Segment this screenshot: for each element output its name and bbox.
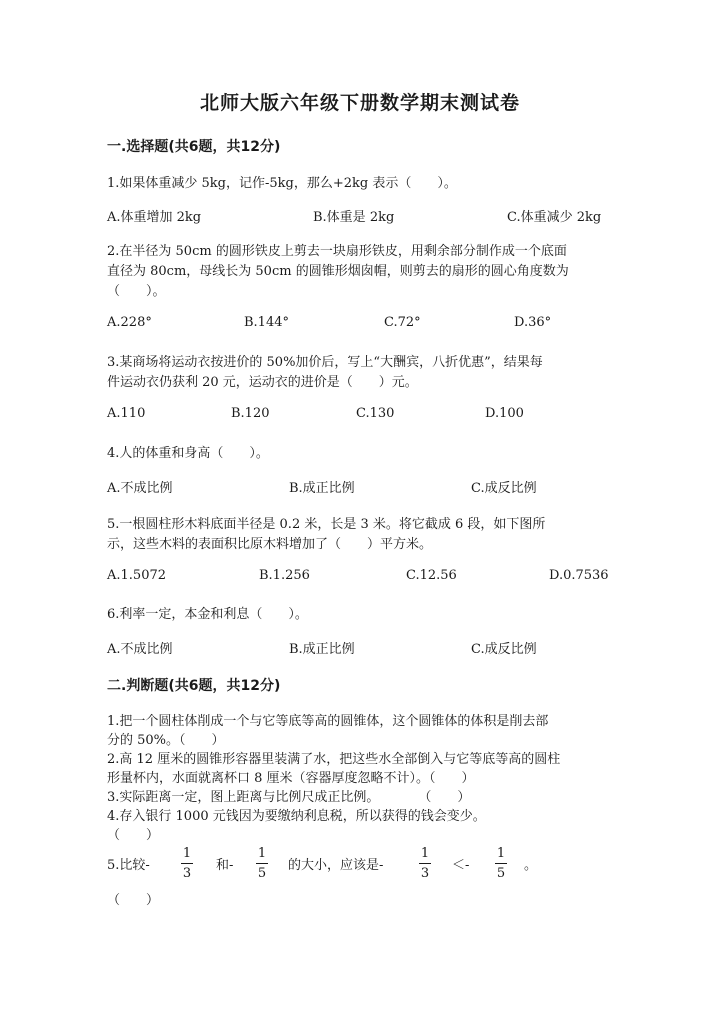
question-2-line-2: 直径为 80cm，母线长为 50cm 的圆锥形烟囱帽，则剪去的扇形的圆心角度数为 <box>107 264 569 279</box>
fraction-4-denominator: 5 <box>496 866 506 881</box>
question-3-line-2: 件运动衣仍获利 20 元，运动衣的进价是（ ）元。 <box>107 375 418 390</box>
fraction-3 <box>419 846 431 881</box>
question-3-line-1: 3.某商场将运动衣按进价的 50%加价后，写上“大酬宾，八折优惠”，结果每 <box>107 355 543 370</box>
judge-5-less-than: ＜- <box>452 858 470 873</box>
page-title: 北师大版六年级下册数学期末测试卷 <box>199 92 520 114</box>
fraction-2-denominator: 5 <box>257 866 267 881</box>
question-5-option-a: A.1.5072 <box>107 568 167 583</box>
question-3-option-b: B.120 <box>231 406 270 421</box>
fraction-2-numerator: 1 <box>257 846 267 861</box>
question-2-option-d: D.36° <box>514 315 552 330</box>
question-5-line-2: 示，这些木料的表面积比原木料增加了（ ）平方米。 <box>107 537 433 552</box>
fraction-1-numerator: 1 <box>182 846 192 861</box>
question-4-option-c: C.成反比例 <box>471 481 537 496</box>
question-5-option-d: D.0.7536 <box>549 568 609 583</box>
question-1-option-a: A.体重增加 2kg <box>107 210 202 225</box>
section-heading-judge: 二.判断题(共6题，共12分) <box>107 678 281 694</box>
question-2-option-a: A.228° <box>107 315 152 330</box>
question-6-line-1: 6.利率一定，本金和利息（ ）。 <box>107 607 308 622</box>
fraction-3-denominator: 3 <box>420 866 430 881</box>
judge-5-end: 。 <box>524 858 538 873</box>
question-5-option-b: B.1.256 <box>259 568 310 583</box>
question-2-option-c: C.72° <box>384 315 421 330</box>
question-4-line-1: 4.人的体重和身高（ ）。 <box>107 446 269 461</box>
judge-1-line-1: 1.把一个圆柱体削成一个与它等底等高的圆锥体，这个圆锥体的体积是削去部 <box>107 714 549 729</box>
question-6-option-b: B.成正比例 <box>289 642 355 657</box>
question-6-option-a: A.不成比例 <box>107 642 173 657</box>
judge-5-and: 和- <box>216 858 234 873</box>
judge-3-line-1: 3.实际距离一定，图上距离与比例尺成正比例。 （ ） <box>107 790 471 805</box>
question-2-line-3: （ ）。 <box>107 284 166 299</box>
fraction-bar <box>256 863 268 864</box>
judge-2-line-1: 2.高 12 厘米的圆锥形容器里装满了水，把这些水全部倒入与它等底等高的圆柱 <box>107 752 561 767</box>
fraction-bar <box>181 863 193 864</box>
judge-2-line-2: 形量杯内，水面就离杯口 8 厘米（容器厚度忽略不计）。（ ） <box>107 771 475 786</box>
section-heading-choice: 一.选择题(共6题，共12分) <box>107 139 281 155</box>
judge-5-answer: （ ） <box>107 893 160 908</box>
question-4-option-a: A.不成比例 <box>107 481 173 496</box>
judge-1-line-2: 分的 50%。（ ） <box>107 733 225 748</box>
judge-5-mid: 的大小，应该是- <box>288 858 384 873</box>
question-1-option-b: B.体重是 2kg <box>313 210 395 225</box>
fraction-2 <box>256 846 268 881</box>
judge-4-line-2: （ ） <box>107 828 160 843</box>
question-1-option-c: C.体重减少 2kg <box>507 210 602 225</box>
question-2-line-1: 2.在半径为 50cm 的圆形铁皮上剪去一块扇形铁皮，用剩余部分制作成一个底面 <box>107 244 567 259</box>
judge-4-line-1: 4.存入银行 1000 元钱因为要缴纳利息税，所以获得的钱会变少。 <box>107 809 486 824</box>
fraction-3-numerator: 1 <box>420 846 430 861</box>
fraction-1 <box>181 846 193 881</box>
judge-5-prefix: 5.比较- <box>107 858 150 873</box>
question-3-option-c: C.130 <box>356 406 395 421</box>
question-4-option-b: B.成正比例 <box>289 481 355 496</box>
fraction-4 <box>495 846 507 881</box>
fraction-bar <box>495 863 507 864</box>
question-3-option-d: D.100 <box>485 406 524 421</box>
question-1-line-1: 1.如果体重减少 5kg，记作-5kg，那么+2kg 表示（ ）。 <box>107 176 457 191</box>
question-5-line-1: 5.一根圆柱形木料底面半径是 0.2 米，长是 3 米。将它截成 6 段，如下图所 <box>107 517 546 532</box>
question-5-option-c: C.12.56 <box>406 568 457 583</box>
question-3-option-a: A.110 <box>107 406 146 421</box>
question-6-option-c: C.成反比例 <box>471 642 537 657</box>
question-2-option-b: B.144° <box>244 315 289 330</box>
fraction-1-denominator: 3 <box>182 866 192 881</box>
fraction-4-numerator: 1 <box>496 846 506 861</box>
fraction-bar <box>419 863 431 864</box>
